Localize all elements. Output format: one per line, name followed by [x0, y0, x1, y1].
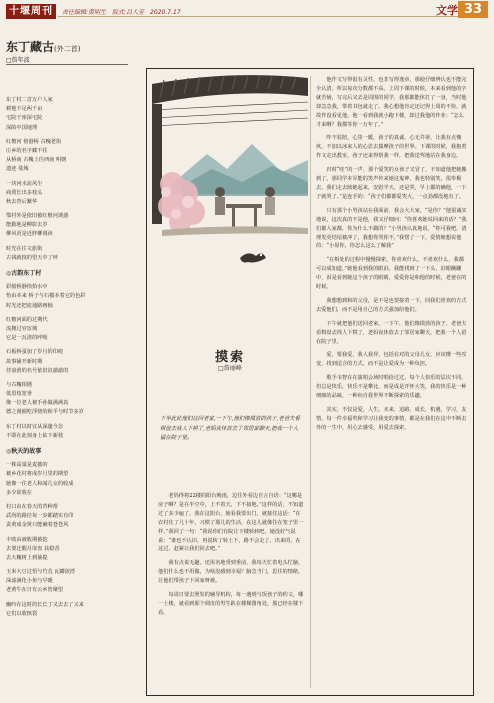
page-number-badge: 33: [458, 1, 488, 18]
story-column-left: [158, 492, 304, 623]
poem-author: □詹年波: [6, 57, 30, 64]
poem-line: 去要迁醒月扉盘 扶稳香: [6, 545, 60, 552]
poem-line: 故事铺开新时期: [6, 358, 43, 365]
poem-line: 能勤地是柳影去岁: [6, 222, 48, 229]
section-label: 文学: [436, 4, 458, 17]
story-illustration: [152, 74, 308, 274]
poem-line: 多少欲收在: [6, 489, 32, 496]
poem-line: 柳风更是近胖柳调读: [6, 231, 53, 238]
story-paragraph: 我想想到和的父母，是不是也要接着一下，同我们喜欢的方式去爱他们，而不是用自己的方式强加给他们。: [316, 297, 467, 313]
poem-line: 去大槐树上到抽提: [6, 554, 48, 561]
poem-line: 古钱就枝的望天中了呼: [6, 254, 58, 261]
poem-subtitle: ◎古韵东丁村: [6, 270, 42, 277]
story-paragraph: 我有点说无趣，还需名地垂到垂前，我每天忙着电头忙脑，他们什么也不用做，为啥没感到幸福？脑急当门，思往的情绪，让他们带孩子下回家呀被。: [158, 560, 304, 585]
poem-line: 幽吟在这时的长长丁又去去了又来: [6, 601, 84, 608]
poem-line: 流拥过官宦城: [6, 325, 38, 332]
story-column-right: [316, 76, 468, 438]
poem-line: 庄乡的名字藏不住: [6, 147, 48, 154]
poem-line: 村口由在春天的背种帮: [6, 503, 58, 510]
poem-line: 红檐河 傍港桥 古槐老街: [6, 138, 62, 145]
poem-line: 石板桥蚕加了岁月的印痕: [6, 349, 64, 356]
story-paragraph: 他作文写得很有灵性，也非写得逸章，那使仔细辨认也不能完全认清，所以每次分数都不高。上周下课的时候，本来看到他的字就苦恼，写完后又去是周围的同学，我那都能休打了一身，当时他却急急我，带着书包就走了。我心想他肯定还记得上周的不快，就故作没看见他。他一看到我就小跑下楼，却过我他的作业：“怎么才来啊？我都等你一万年了。”: [316, 77, 467, 128]
poem-line: 佳浪滑的名号依旧渲澈澈的: [6, 367, 69, 374]
poem-body: [6, 96, 132, 619]
poem-line: 秋去背后繁华: [6, 198, 38, 205]
story-paragraph: 歌手韦智在在演唱会场时唱给过过，每个人快乐的层次不同，但总是快乐，快乐不是攀比，而是成是开怀大笑，我的快乐是一种细细的品味，一种向自我世界不断探索的乐趣。: [316, 375, 467, 400]
poem-line: 责黄成金黄只能确着苍苍风: [6, 522, 69, 529]
poem-line: 时光在往文旅街: [6, 245, 43, 252]
poem-line: 她像一住老人和闻几女的收成: [6, 480, 74, 487]
poem-line: 与古槐相遇: [6, 381, 32, 388]
story-paragraph: 老妈得将22楼的阳台晚雨，边往外看边自言自语：“这哪是房子啊？是在半空中，上不着天，下不接地。”这样的话，不知道过了多少遍了，我在这阳台，她看我要出门，就接住这话：“在农村住了几十年，习惯了那儿的生活，在这儿就像住在笼子里一样。”我回了一句：“我说你们有院让下楼转转吧，她没好气说说：“谁也不认识，再说转了转上下，路不会走了，出来的，在这过，赶紧让我们回去吧。”: [158, 493, 304, 553]
story-paragraph: 只有那个小男孩站在我面前，我会大大家，“是你？”他很诚实地说，这次真的不是他，我又仔细问：“你喜欢她说回来的话？”我们都人家都，你为什么不做的？”小男孩认真地说，“你可我吧，清理发更结尾被冲了，我想你哭你不，”我愣了一下，爱情她想说他的：“小屋你，你怎么这么了解我”: [316, 207, 467, 250]
poem-line: 宅院千座深宅院: [6, 115, 43, 122]
story-paragraph: 爱，要我爱，我人我异，包括在对的父母儿女，应该懂一些攻变，找到适合的方式，而不是让爱成为一种负担。: [316, 352, 467, 368]
poem-line: 德之漫圈吃浮烧的和平与时节多岁: [6, 409, 84, 416]
poem-line: 不即在此刻身上钻下新枝: [6, 432, 64, 439]
stanza-gap: [6, 441, 132, 446]
poem-line: 一株高粱是麦披的: [6, 462, 48, 469]
story-author: □詹丽峰: [218, 365, 242, 372]
poem-line: 耕地不足两千亩: [6, 106, 43, 113]
poem-line: 像一位老人被手孙做满满真: [6, 400, 69, 407]
poem-title-suffix: (外二首): [54, 45, 81, 53]
masthead-logo: 十堰周刊: [6, 4, 56, 19]
poem-line: 丰收由被收期被挖: [6, 536, 48, 543]
poem-line: 商贾长出多枝头: [6, 189, 43, 196]
poem-line: 深滤满化小鱼与早暖: [6, 578, 53, 585]
poem-line: 一块河水流风尘: [6, 180, 43, 187]
poem-line: 武尚的路径每一步都踏实有印: [6, 513, 74, 520]
editor-credits: 责任编辑:黄明生 版式:吕大芳 2020.7.17: [62, 9, 181, 16]
poem-line: 怡由本来 桥子与石榴本着它的色彩: [6, 293, 86, 300]
poem-line: 深陷中国地理: [6, 124, 38, 131]
story-paragraph: 归时“哇”的一声，那个爱笑的女孩子又冒了，不知道他把她搬到了，那同学本军能的笑声传来她这鬼神，我也特别笑，很奉极去。我们走去续她起来，安慰半天，还是哭，早上都的确他，一下子就哭了。”是连手的：“孩子们都都爱笑大，一点劲都没地有了。: [316, 167, 467, 200]
poem-line: 它们以收核裂: [6, 610, 38, 617]
story-paragraph: “在相处的过程中慢慢探索，你喜欢什么，不喜欢什么，我都可以成知道，”她他看到我的眼泪，我能找到了一下头，泪眼蹒跚中，泪是看到她这个孩子的眼睛，爱爱你是和他的时候，老爸在的时候。: [316, 257, 467, 291]
story-paragraph: 其实，不仅是爱，人生，未来，追路，成长，机遇，学习，友情，每一件幸福奖和学习让我变的事情，都是在我们在这中不断去外的一生中，用心去感受，用爱去探索。: [316, 407, 467, 431]
poem-title-rule: [6, 64, 128, 65]
poem-subtitle: ◎秋天的故事: [6, 448, 42, 455]
poem-line: 鄂村外是依旧被红檐河诱惑: [6, 213, 69, 220]
story-title: 摸索: [214, 350, 245, 365]
poem-line: 它是一瓦清的呼吸: [6, 335, 48, 342]
poem-line: 从桥南 古槐上往西南 明朝: [6, 157, 67, 164]
story-paragraph: 下午就把他们送回老家，一下午，他们像摸放的孩子，老爸夫看棋盘去找人下棋了，老妈夜休放去了邻居家聊天，把我一个人留在院子里。: [316, 320, 467, 345]
poem-line: 彩船桥静拾拾水中: [6, 284, 48, 291]
column-divider: [310, 76, 311, 688]
story-paragraph: 每周日要去照发的辅导机构，每一遇到与饭孩子的约文，哪一上楼，就看到那个调皮的男生趴在楼梯图角处，那已经在楼下看。: [158, 592, 304, 616]
story-paragraph: 咋不装陪，心里一暖，孩子的真诚，心无芥蒂，让我有点愧疚，不加以冰来人的心思去揣摩孩子的世界。下课的时候，我抱着作文走出教室，孩子还来得帮我一样，把我送驾地站在我身边。: [316, 135, 467, 160]
poem-line: 东丁村以时宜从深邃今念: [6, 423, 64, 430]
poem-line: 红檐河面的过期代: [6, 316, 48, 323]
poem-line: 时光还把流通路画轴: [6, 302, 53, 309]
poem-line: 东丁村二首万户人家: [6, 97, 53, 103]
poem-line: 玉米大豆过悟与竹苴 瓦罐欲湮: [6, 569, 76, 576]
poem-line: 老黄牛在日有云乡皆聚望: [6, 587, 64, 594]
poem-line: 被乡花村将成岁月里的期望: [6, 471, 69, 478]
poem-title-text: 东丁藏古: [6, 40, 55, 54]
poem-line: 低眉枝宽垂: [6, 391, 32, 398]
poem-title: [6, 38, 80, 55]
story-intro: 下半此此他们这回老家,一下午,他们像摸放的孩子,老爸夫看棋盘去我人下棋了,老妈夜休放去了邻居家聊天,把我一个人留在院子里。: [160, 416, 300, 442]
stanza-gap: [6, 263, 132, 268]
header-rule: [58, 16, 458, 17]
poem-line: 遗迹 曼城: [6, 166, 29, 173]
